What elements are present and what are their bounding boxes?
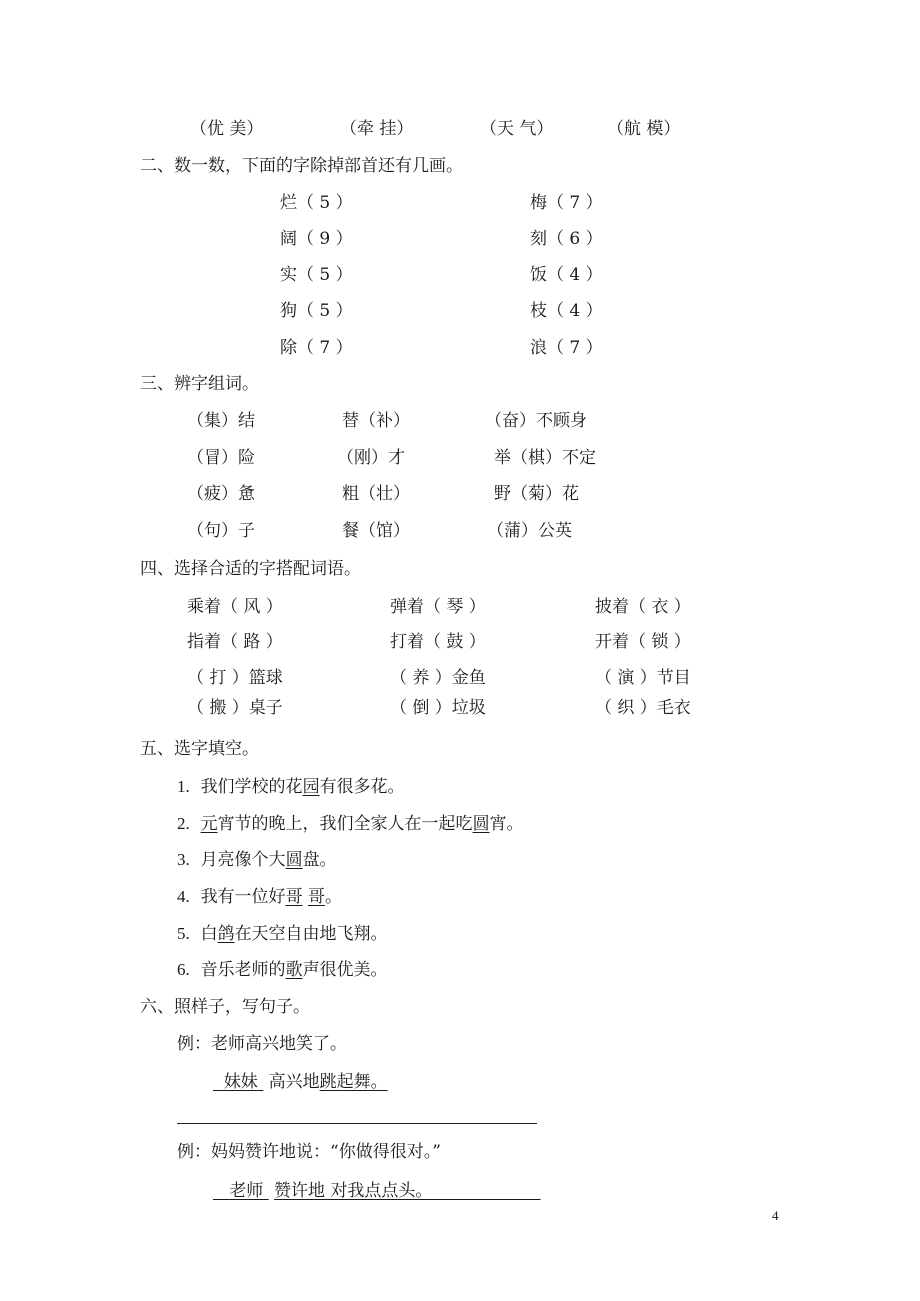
page-number: 4 xyxy=(772,1208,779,1223)
word-item: （句）子 xyxy=(187,521,255,541)
top-word-4: （航 模） xyxy=(607,119,681,139)
answer-char: 圆 xyxy=(285,850,303,870)
stroke-item: 烂（ 5 ） xyxy=(280,193,353,213)
stroke-item: 梅（ 7 ） xyxy=(530,193,603,213)
item-number: 3. xyxy=(177,850,190,869)
word-item: （刚）才 xyxy=(337,448,405,468)
top-word-3: （天 气） xyxy=(480,119,554,139)
item-number: 4. xyxy=(177,887,190,906)
answer-action-text: 对我点点头。 xyxy=(330,1181,433,1201)
match-item: （ 演 ）节目 xyxy=(595,668,691,688)
match-item: （ 织 ）毛衣 xyxy=(595,698,691,718)
item-number: 2. xyxy=(177,814,190,833)
answer-char: 鸽 xyxy=(217,924,235,944)
answer-subject-text: 老师 xyxy=(229,1181,264,1201)
word-item: 粗（壮） xyxy=(342,484,410,504)
answer-char: 元 xyxy=(200,814,218,834)
section-3-title: 三、辨字组词。 xyxy=(140,374,259,394)
example-1: 例：老师高兴地笑了。 xyxy=(177,1034,347,1054)
stroke-item: 狗（ 5 ） xyxy=(280,301,353,321)
section-6-title: 六、照样子，写句子。 xyxy=(140,997,310,1017)
match-item: 指着（ 路 ） xyxy=(187,632,283,652)
stroke-item: 阔（ 9 ） xyxy=(280,229,353,249)
item-text: 在天空自由地飞翔。 xyxy=(234,924,388,944)
blank-line xyxy=(177,1123,537,1124)
item-text: 有很多花。 xyxy=(319,777,405,797)
fill-item-3 xyxy=(177,849,337,871)
stroke-item: 浪（ 7 ） xyxy=(530,338,603,358)
item-text: 宵节的晚上，我们全家人在一起吃 xyxy=(217,814,473,834)
match-item: （ 搬 ）桌子 xyxy=(187,698,283,718)
match-item: 弹着（ 琴 ） xyxy=(390,597,486,617)
answer-subject-text: 妹妹 xyxy=(223,1072,258,1092)
section-2-title: 二、数一数，下面的字除掉部首还有几画。 xyxy=(140,156,463,176)
match-item: 披着（ 衣 ） xyxy=(595,597,691,617)
word-item: （集）结 xyxy=(187,411,255,431)
item-text: 我们学校的花 xyxy=(200,777,303,797)
stroke-item: 饭（ 4 ） xyxy=(530,265,603,285)
match-item: （ 倒 ）垃圾 xyxy=(390,698,486,718)
match-item: 开着（ 锁 ） xyxy=(595,632,691,652)
section-5-title: 五、选字填空。 xyxy=(140,739,259,759)
item-text: 白 xyxy=(200,924,218,944)
fill-item-5 xyxy=(177,923,388,945)
word-item: 替（补） xyxy=(342,411,410,431)
stroke-item: 枝（ 4 ） xyxy=(530,301,603,321)
answer-action xyxy=(325,1181,540,1201)
answer-char: 圆 xyxy=(472,814,490,834)
answer-char: 园 xyxy=(302,777,320,797)
item-text: 月亮像个大 xyxy=(200,850,286,870)
word-item: （奋）不顾身 xyxy=(485,411,587,431)
item-number: 6. xyxy=(177,960,190,979)
match-item: （ 养 ）金鱼 xyxy=(390,668,486,688)
stroke-item: 除（ 7 ） xyxy=(280,338,353,358)
match-item: （ 打 ）篮球 xyxy=(187,668,283,688)
answer-subject xyxy=(213,1181,269,1201)
item-text: 。 xyxy=(324,887,342,907)
word-item: 举（棋）不定 xyxy=(494,448,596,468)
section-4-title: 四、选择合适的字搭配词语。 xyxy=(140,559,361,579)
answer-action: 跳起舞。 xyxy=(319,1072,388,1092)
top-word-1: （优 美） xyxy=(190,119,264,139)
answer-adverb: 高兴地 xyxy=(268,1072,320,1092)
word-item: （冒）险 xyxy=(187,448,255,468)
word-item: （疲）惫 xyxy=(187,484,255,504)
answer-sentence-2 xyxy=(213,1180,541,1202)
answer-subject xyxy=(213,1072,263,1092)
answer-adverb: 赞许地 xyxy=(274,1181,326,1201)
fill-item-6 xyxy=(177,959,388,981)
top-word-2: （牵 挂） xyxy=(340,119,414,139)
example-2: 例：妈妈赞许地说：“你做得很对。” xyxy=(177,1142,441,1162)
item-text: 宵。 xyxy=(489,814,524,834)
stroke-item: 刻（ 6 ） xyxy=(530,229,603,249)
answer-sentence-1 xyxy=(213,1071,388,1093)
fill-item-2 xyxy=(177,813,524,835)
item-text: 声很优美。 xyxy=(302,960,388,980)
item-number: 1. xyxy=(177,777,190,796)
fill-item-4 xyxy=(177,886,342,908)
item-text: 盘。 xyxy=(302,850,337,870)
answer-char: 哥 xyxy=(285,887,303,907)
match-item: 打着（ 鼓 ） xyxy=(390,632,486,652)
word-item: （蒲）公英 xyxy=(487,521,572,541)
item-text: 我有一位好 xyxy=(200,887,286,907)
answer-char: 歌 xyxy=(285,960,303,980)
answer-char: 哥 xyxy=(307,887,325,907)
match-item: 乘着（ 风 ） xyxy=(187,597,283,617)
stroke-item: 实（ 5 ） xyxy=(280,265,353,285)
fill-item-1 xyxy=(177,776,405,798)
item-text: 音乐老师的 xyxy=(200,960,286,980)
item-number: 5. xyxy=(177,924,190,943)
word-item: 餐（馆） xyxy=(342,521,410,541)
word-item: 野（菊）花 xyxy=(494,484,579,504)
